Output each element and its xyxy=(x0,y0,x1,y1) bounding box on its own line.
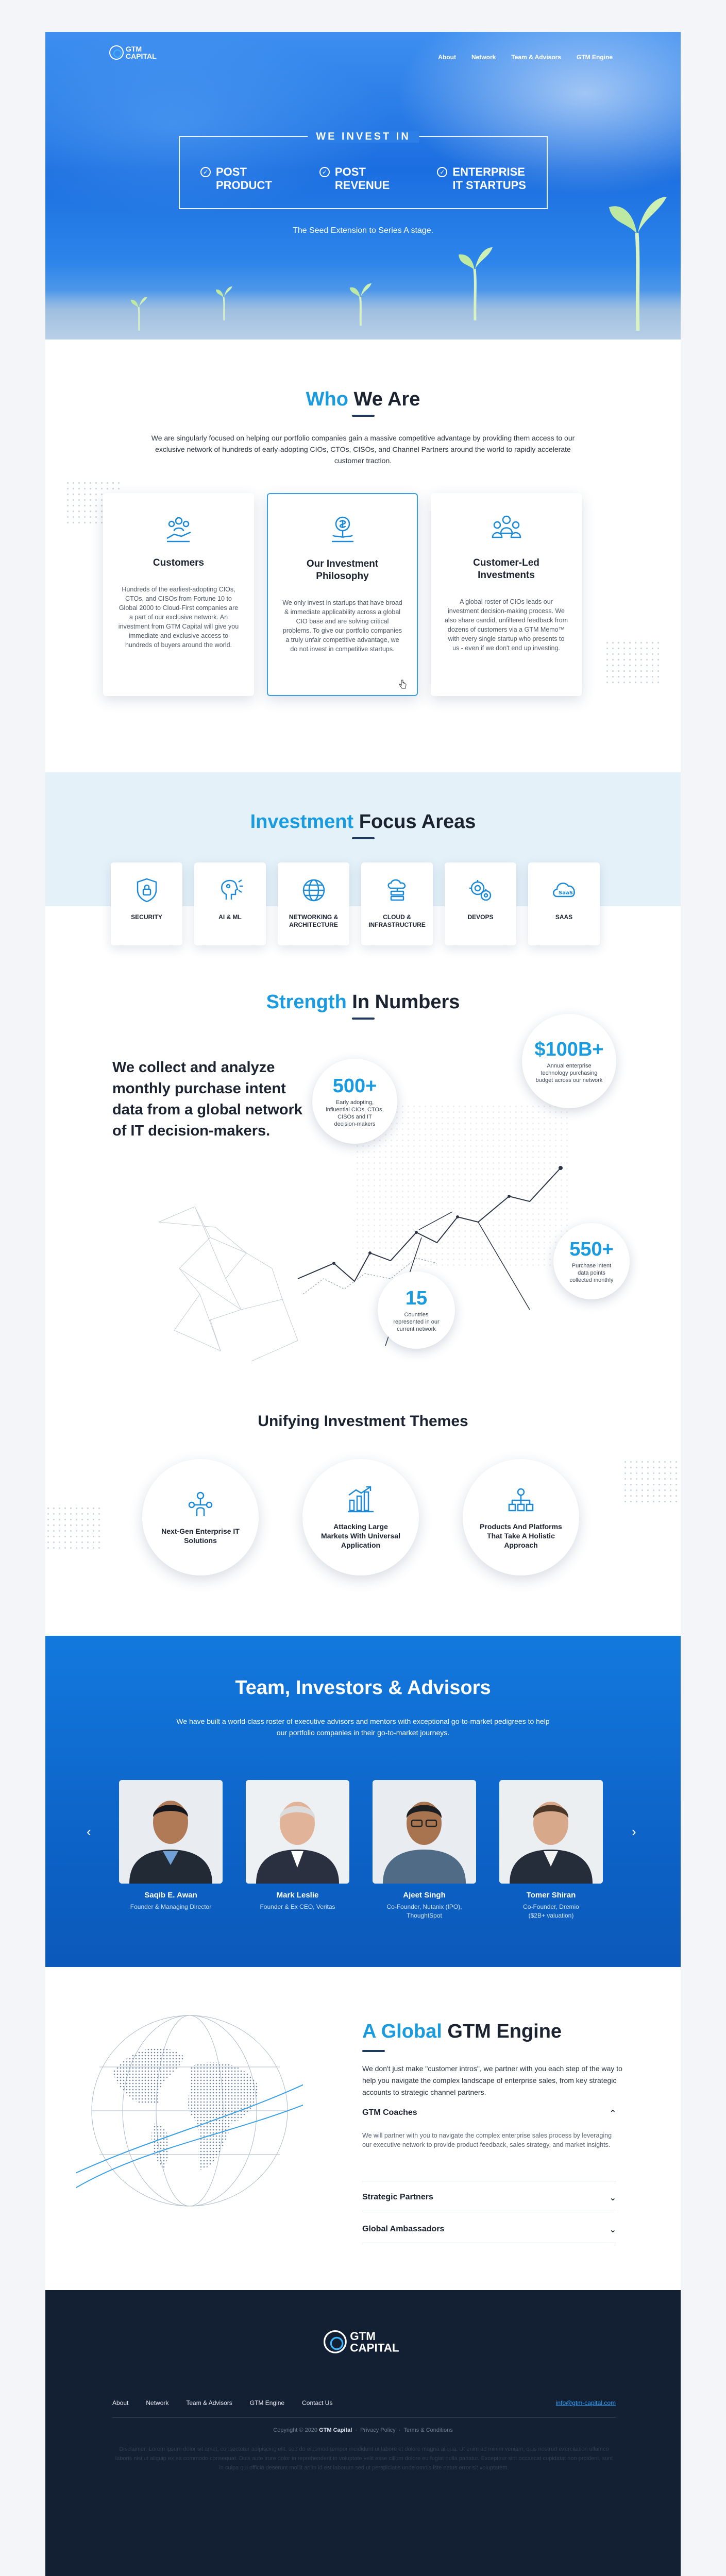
footer-copyright: Copyright © 2020 GTM Capital · Privacy Policy · Terms & Conditions xyxy=(273,2427,453,2433)
chevron-up-icon[interactable]: ⌃ xyxy=(609,2109,616,2118)
customer-led-icon xyxy=(491,513,522,545)
logo-text: GTM CAPITAL xyxy=(350,2329,399,2354)
team-section xyxy=(45,1636,681,1967)
globe-illustration xyxy=(76,2005,303,2216)
customers-icon xyxy=(163,513,195,545)
invest-item-enterprise-it: ✓ ENTERPRISE IT STARTUPS xyxy=(437,165,526,192)
invest-title: WE INVEST IN xyxy=(308,131,419,143)
logo-globe-icon xyxy=(109,45,124,60)
dots-decoration xyxy=(622,1459,679,1505)
sprout-medium-icon xyxy=(458,233,494,320)
title-underline xyxy=(352,837,375,839)
team-title: Team, Investors & Advisors xyxy=(235,1677,491,1699)
networking-icon xyxy=(300,877,327,904)
footer-nav-about[interactable]: About xyxy=(112,2399,129,2406)
focus-security[interactable]: SECURITY xyxy=(111,862,182,945)
footer-email-link[interactable]: info@gtm-capital.com xyxy=(555,2399,616,2406)
theme-enterprise-it[interactable]: Next-Gen Enterprise IT Solutions xyxy=(142,1459,259,1575)
card-text: We only invest in startups that have broad & immediate applicability across a global CIO base and are solving critical problems. To give our portfolio companies a truly unfair competitive advantage, we do not invest in competitive startups. xyxy=(282,599,402,653)
enterprise-it-icon xyxy=(185,1489,215,1519)
growth-network-illustration xyxy=(148,1124,586,1382)
main-nav xyxy=(438,54,613,61)
engine-title: A Global GTM Engine xyxy=(362,2021,562,2042)
invest-item-post-product: ✓ POST PRODUCT xyxy=(200,165,272,192)
accordion-global-ambassadors[interactable]: Global Ambassadors ⌄ xyxy=(362,2217,616,2243)
stat-500: 500+ Early adopting, influential CIOs, CTOs, CISOs and IT decision-makers xyxy=(312,1059,397,1144)
footer-disclaimer: Disclaimer: Lorem ipsum dolor sit amet, consectetur adipiscing elit, sed do eiusmod tempor incididunt ut labore et dolore magna aliqua. Ut enim ad minim veniam, quis nostrud exercitation ullamco laboris nisi ut aliquip ex ea commodo consequat. Duis aute irure dolor in reprehenderit in voluptate velit esse cillum dolore eu fugiat nulla pariatur. Excepteur sint occaecat cupidatat non proident, sunt in culpa qui officia deserunt mollit anim id est laborum sed ut perspiciatis unde omnis iste natus error sit voluptatem. xyxy=(115,2446,613,2471)
footer-nav xyxy=(112,2399,332,2406)
team-intro: We have built a world-class roster of executive advisors and mentors with exceptional go-to-market pedigrees to help our portfolio companies in their go-to-market journeys. xyxy=(176,1717,550,1737)
numbers-title: Strength In Numbers xyxy=(45,991,681,1020)
sprout-large-icon xyxy=(607,176,669,331)
card-title: Customer-Led Investments xyxy=(473,557,539,581)
chevron-down-icon[interactable]: ⌄ xyxy=(609,2194,616,2202)
header-logo[interactable] xyxy=(109,45,157,60)
carousel-next-arrow[interactable]: › xyxy=(632,1824,636,1839)
large-markets-icon xyxy=(346,1485,376,1515)
invest-box xyxy=(179,131,548,209)
devops-icon xyxy=(467,877,494,904)
title-underline xyxy=(352,415,375,417)
cloud-infrastructure-icon xyxy=(384,877,411,904)
footer-nav-network[interactable]: Network xyxy=(146,2399,169,2406)
chevron-down-icon[interactable]: ⌄ xyxy=(609,2226,616,2234)
security-icon xyxy=(133,877,160,904)
theme-platforms[interactable]: Products And Platforms That Take A Holistic Approach xyxy=(463,1459,579,1575)
page xyxy=(45,32,681,2576)
accordion-gtm-coaches[interactable]: GTM Coaches ⌃ We will partner with you to navigate the complex enterprise sales process by leveraging our executive network to provide product feedback, sales strategy, and market insights. xyxy=(362,2108,616,2181)
check-icon: ✓ xyxy=(437,167,447,177)
platforms-icon xyxy=(506,1485,536,1515)
focus-saas[interactable]: SaaS SAAS xyxy=(528,862,600,945)
saas-icon xyxy=(551,877,578,904)
footer-nav-engine[interactable]: GTM Engine xyxy=(249,2399,285,2406)
dots-decoration xyxy=(45,1505,102,1552)
terms-link[interactable]: Terms & Conditions xyxy=(403,2427,453,2433)
team-member[interactable]: Saqib E. Awan Founder & Managing Director xyxy=(119,1780,223,1911)
card-customers[interactable] xyxy=(103,493,254,696)
stat-15: 15 Countries represented in our current network xyxy=(378,1272,455,1349)
card-text: Hundreds of the earliest-adopting CIOs, CTOs, and CISOs from Fortune 10 to Global 2000 to Cloud-First companies are a part of our exclusive network. An investment from GTM Capital will give you immediate and exclusive access to hundreds of buyers around the world. xyxy=(118,586,239,649)
avatar xyxy=(246,1780,349,1884)
hero-subtitle: The Seed Extension to Series A stage. xyxy=(292,226,434,235)
nav-network[interactable]: Network xyxy=(471,54,496,61)
sprout-tiny-left-icon xyxy=(130,290,148,331)
engine-intro: We don't just make "customer intros", we partner with you each step of the way to help you navigate the complex landscape of enterprise sales, from key strategic accounts to strategic channel partners. xyxy=(362,2064,622,2096)
carousel-prev-arrow[interactable]: ‹ xyxy=(87,1824,91,1839)
card-title: Our Investment Philosophy xyxy=(306,558,379,582)
footer-logo[interactable] xyxy=(324,2330,399,2353)
sprout-small-icon xyxy=(349,274,372,326)
check-icon: ✓ xyxy=(319,167,330,177)
title-underline xyxy=(362,2050,385,2052)
team-member[interactable]: Tomer Shiran Co-Founder, Dremio ($2B+ valuation) xyxy=(499,1780,603,1920)
card-title: Customers xyxy=(153,557,205,568)
footer-divider xyxy=(112,2417,616,2418)
nav-about[interactable]: About xyxy=(438,54,456,61)
footer xyxy=(45,2290,681,2576)
focus-cloud[interactable]: CLOUD & INFRASTRUCTURE xyxy=(361,862,433,945)
logo-text: GTM CAPITAL xyxy=(126,45,157,60)
title-underline xyxy=(352,1018,375,1020)
avatar xyxy=(373,1780,476,1884)
focus-networking[interactable]: NETWORKING & ARCHITECTURE xyxy=(278,862,349,945)
who-intro: We are singularly focused on helping our portfolio companies gain a massive competitive advantage by providing them access to our exclusive network of hundreds of early-adopting CIOs, CTOs, CISOs, and Channel Partners around the world to rapidly accelerate customer traction. xyxy=(151,434,575,465)
privacy-link[interactable]: Privacy Policy xyxy=(360,2427,396,2433)
check-icon: ✓ xyxy=(200,167,211,177)
card-investment-philosophy[interactable] xyxy=(267,493,418,696)
accordion-strategic-partners[interactable]: Strategic Partners ⌄ xyxy=(362,2185,616,2211)
card-text: A global roster of CIOs leads our investment decision-making process. We also share candid, unfiltered feedback from dozens of customers via a GTM Memo™ with every single startup who presents to us - even if we don't end up investing. xyxy=(444,598,568,652)
cursor-hand-icon xyxy=(399,680,407,690)
focus-title: Investment Focus Areas xyxy=(45,811,681,839)
focus-devops[interactable]: DEVOPS xyxy=(445,862,516,945)
numbers-lead: We collect and analyze monthly purchase intent data from a global network of IT decision-makers. xyxy=(112,1059,302,1139)
investment-philosophy-icon xyxy=(327,514,359,546)
stat-550: 550+ Purchase intent data points collected monthly xyxy=(553,1223,630,1299)
stat-100b: $100B+ Annual enterprise technology purchasing budget across our network xyxy=(522,1014,616,1108)
avatar xyxy=(119,1780,223,1884)
footer-nav-team[interactable]: Team & Advisors xyxy=(186,2399,232,2406)
footer-nav-contact[interactable]: Contact Us xyxy=(302,2399,333,2406)
team-member[interactable]: Ajeet Singh Co-Founder, Nutanix (IPO), ThoughtSpot xyxy=(373,1780,476,1920)
logo-globe-icon xyxy=(324,2330,347,2353)
theme-large-markets[interactable]: Attacking Large Markets With Universal Application xyxy=(302,1459,419,1575)
who-title: Who We Are xyxy=(45,388,681,417)
dots-decoration xyxy=(604,640,661,686)
team-member[interactable]: Mark Leslie Founder & Ex CEO, Veritas xyxy=(246,1780,349,1911)
sprout-tiny-icon xyxy=(215,279,233,320)
ai-ml-icon xyxy=(217,877,244,904)
svg-text:SaaS: SaaS xyxy=(558,890,573,896)
nav-team-advisors[interactable]: Team & Advisors xyxy=(511,54,561,61)
focus-ai-ml[interactable]: AI & ML xyxy=(194,862,266,945)
card-customer-led[interactable] xyxy=(431,493,582,696)
invest-item-post-revenue: ✓ POST REVENUE xyxy=(319,165,390,192)
themes-title: Unifying Investment Themes xyxy=(258,1413,468,1430)
nav-gtm-engine[interactable]: GTM Engine xyxy=(577,54,613,61)
hero-section xyxy=(45,32,681,340)
avatar xyxy=(499,1780,603,1884)
